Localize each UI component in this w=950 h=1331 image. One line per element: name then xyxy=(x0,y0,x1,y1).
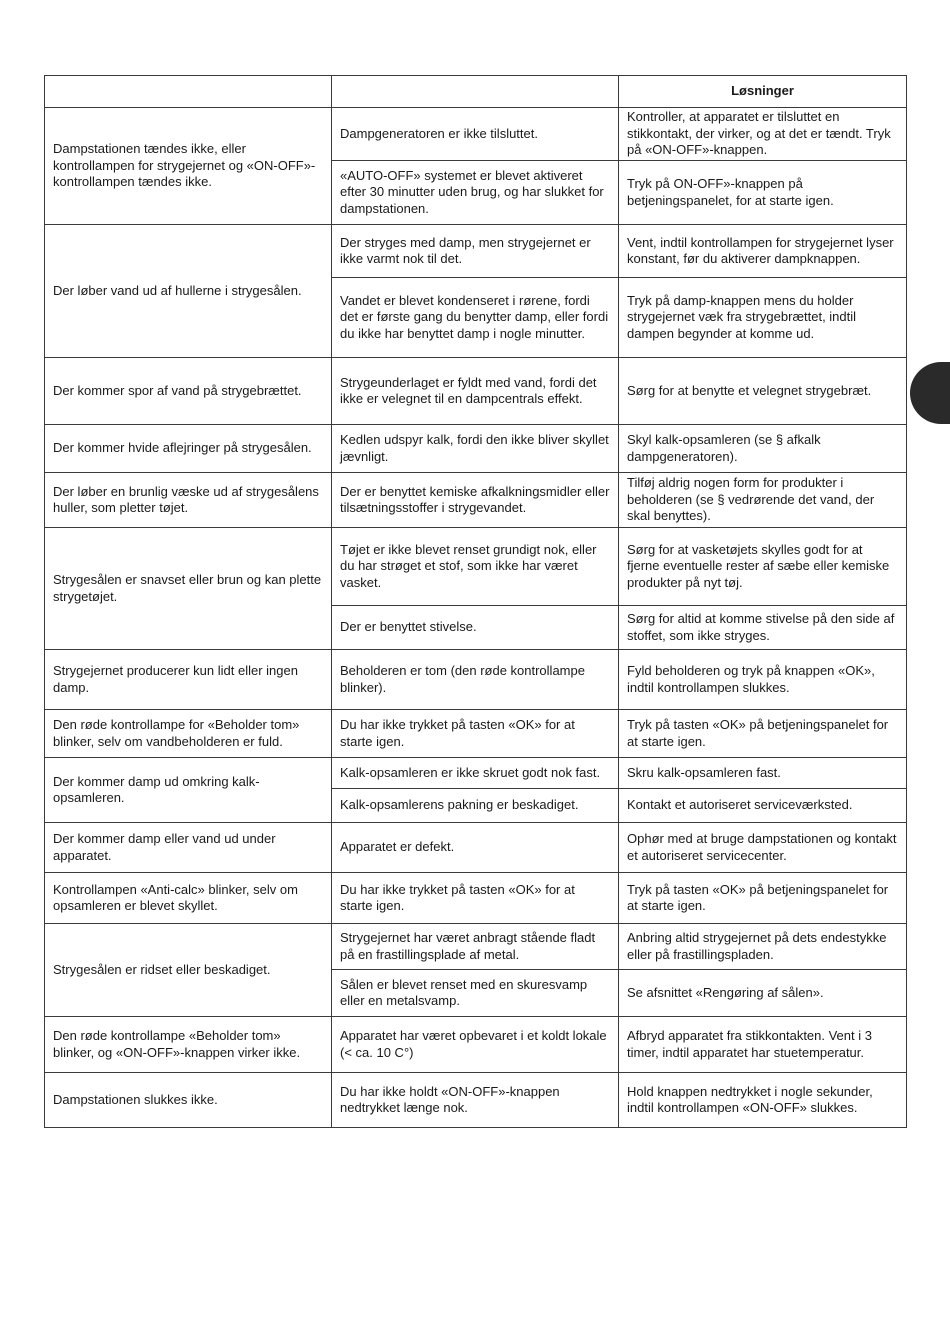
troubleshooting-table xyxy=(44,75,907,1128)
solution-cell: Sørg for altid at komme stivelse på den side af stoffet, som ikke stryges. xyxy=(619,606,907,650)
problem-cell: Den røde kontrollampe for «Beholder tom» blinker, selv om vandbeholderen er fuld. xyxy=(45,710,332,758)
solution-cell: Tryk på damp-knappen mens du holder strygejernet væk fra strygebrættet, indtil dampen begynder at komme ud. xyxy=(619,278,907,358)
table-row xyxy=(45,1017,907,1073)
table-row xyxy=(45,225,907,278)
solution-cell: Kontakt et autoriseret serviceværksted. xyxy=(619,789,907,823)
cause-cell: Tøjet er ikke blevet renset grundigt nok, eller du har strøget et stof, som ikke har været vasket. xyxy=(332,528,619,606)
solution-cell: Se afsnittet «Rengøring af sålen». xyxy=(619,970,907,1017)
table-row xyxy=(45,358,907,425)
solution-cell: Vent, indtil kontrollampen for strygejernet lyser konstant, før du aktiverer dampknappen. xyxy=(619,225,907,278)
problem-cell: Den røde kontrollampe «Beholder tom» blinker, og «ON-OFF»-knappen virker ikke. xyxy=(45,1017,332,1073)
cause-cell: Beholderen er tom (den røde kontrollampe blinker). xyxy=(332,650,619,710)
table-header-row xyxy=(45,76,907,108)
table-row xyxy=(45,528,907,606)
table-row xyxy=(45,758,907,789)
cause-cell: Der stryges med damp, men strygejernet er ikke varmt nok til det. xyxy=(332,225,619,278)
problem-cell: Dampstationen tændes ikke, eller kontrollampen for strygejernet og «ON-OFF»-kontrollampen tændes ikke. xyxy=(45,108,332,225)
cause-cell: Du har ikke trykket på tasten «OK» for at starte igen. xyxy=(332,710,619,758)
solution-cell: Skyl kalk-opsamleren (se § afkalk dampgeneratoren). xyxy=(619,425,907,473)
solution-cell: Anbring altid strygejernet på dets endestykke eller på frastillingspladen. xyxy=(619,924,907,970)
cause-cell: Kalk-opsamlerens pakning er beskadiget. xyxy=(332,789,619,823)
solution-cell: Ophør med at bruge dampstationen og kontakt et autoriseret servicecenter. xyxy=(619,823,907,873)
problem-cell: Kontrollampen «Anti-calc» blinker, selv om opsamleren er blevet skyllet. xyxy=(45,873,332,924)
solution-cell: Kontroller, at apparatet er tilsluttet en stikkontakt, der virker, og at det er tændt. Tryk på «ON-OFF»-knappen. xyxy=(619,108,907,161)
cause-cell: Sålen er blevet renset med en skuresvamp eller en metalsvamp. xyxy=(332,970,619,1017)
solution-cell: Sørg for at vasketøjets skylles godt for at fjerne eventuelle rester af sæbe eller kemiske produkter på nyt tøj. xyxy=(619,528,907,606)
cause-cell: Vandet er blevet kondenseret i rørene, fordi det er første gang du benytter damp, eller fordi du ikke har benyttet damp i nogle minutter. xyxy=(332,278,619,358)
cause-cell: Der er benyttet stivelse. xyxy=(332,606,619,650)
solution-cell: Sørg for at benytte et velegnet strygebræt. xyxy=(619,358,907,425)
cause-cell: Du har ikke trykket på tasten «OK» for at starte igen. xyxy=(332,873,619,924)
solution-cell: Tilføj aldrig nogen form for produkter i beholderen (se § vedrørende det vand, der skal benyttes). xyxy=(619,473,907,528)
cause-cell: Der er benyttet kemiske afkalkningsmidler eller tilsætningsstoffer i strygevandet. xyxy=(332,473,619,528)
cause-cell: Kalk-opsamleren er ikke skruet godt nok fast. xyxy=(332,758,619,789)
table-row xyxy=(45,924,907,970)
header-problem xyxy=(45,76,332,108)
problem-cell: Strygesålen er ridset eller beskadiget. xyxy=(45,924,332,1017)
table-row xyxy=(45,650,907,710)
table-row xyxy=(45,473,907,528)
solution-cell: Tryk på tasten «OK» på betjeningspanelet for at starte igen. xyxy=(619,710,907,758)
solution-cell: Tryk på tasten «OK» på betjeningspanelet for at starte igen. xyxy=(619,873,907,924)
solution-cell: Fyld beholderen og tryk på knappen «OK», indtil kontrollampen slukkes. xyxy=(619,650,907,710)
problem-cell: Der kommer hvide aflejringer på strygesålen. xyxy=(45,425,332,473)
header-cause xyxy=(332,76,619,108)
cause-cell: Dampgeneratoren er ikke tilsluttet. xyxy=(332,108,619,161)
cause-cell: Apparatet er defekt. xyxy=(332,823,619,873)
table-row xyxy=(45,823,907,873)
cause-cell: Strygejernet har været anbragt stående fladt på en frastillingsplade af metal. xyxy=(332,924,619,970)
table-row xyxy=(45,1073,907,1128)
problem-cell: Der kommer damp eller vand ud under apparatet. xyxy=(45,823,332,873)
problem-cell: Der løber en brunlig væske ud af strygesålens huller, som pletter tøjet. xyxy=(45,473,332,528)
problem-cell: Strygesålen er snavset eller brun og kan plette strygetøjet. xyxy=(45,528,332,650)
problem-cell: Der kommer damp ud omkring kalk-opsamleren. xyxy=(45,758,332,823)
cause-cell: Apparatet har været opbevaret i et koldt lokale (< ca. 10 C°) xyxy=(332,1017,619,1073)
table-row xyxy=(45,108,907,161)
section-tab-marker xyxy=(910,362,950,424)
cause-cell: Du har ikke holdt «ON-OFF»-knappen nedtrykket længe nok. xyxy=(332,1073,619,1128)
table-row xyxy=(45,873,907,924)
table-row xyxy=(45,710,907,758)
problem-cell: Der løber vand ud af hullerne i strygesålen. xyxy=(45,225,332,358)
header-solution: Løsninger xyxy=(619,76,907,108)
solution-cell: Tryk på ON-OFF»-knappen på betjeningspanelet, for at starte igen. xyxy=(619,161,907,225)
table-row xyxy=(45,425,907,473)
solution-cell: Afbryd apparatet fra stikkontakten. Vent i 3 timer, indtil apparatet har stuetemperatur. xyxy=(619,1017,907,1073)
cause-cell: Strygeunderlaget er fyldt med vand, fordi det ikke er velegnet til en dampcentrals effekt. xyxy=(332,358,619,425)
problem-cell: Strygejernet producerer kun lidt eller ingen damp. xyxy=(45,650,332,710)
cause-cell: «AUTO-OFF» systemet er blevet aktiveret efter 30 minutter uden brug, og har slukket for dampstationen. xyxy=(332,161,619,225)
problem-cell: Der kommer spor af vand på strygebrættet. xyxy=(45,358,332,425)
problem-cell: Dampstationen slukkes ikke. xyxy=(45,1073,332,1128)
solution-cell: Hold knappen nedtrykket i nogle sekunder, indtil kontrollampen «ON-OFF» slukkes. xyxy=(619,1073,907,1128)
cause-cell: Kedlen udspyr kalk, fordi den ikke bliver skyllet jævnligt. xyxy=(332,425,619,473)
solution-cell: Skru kalk-opsamleren fast. xyxy=(619,758,907,789)
